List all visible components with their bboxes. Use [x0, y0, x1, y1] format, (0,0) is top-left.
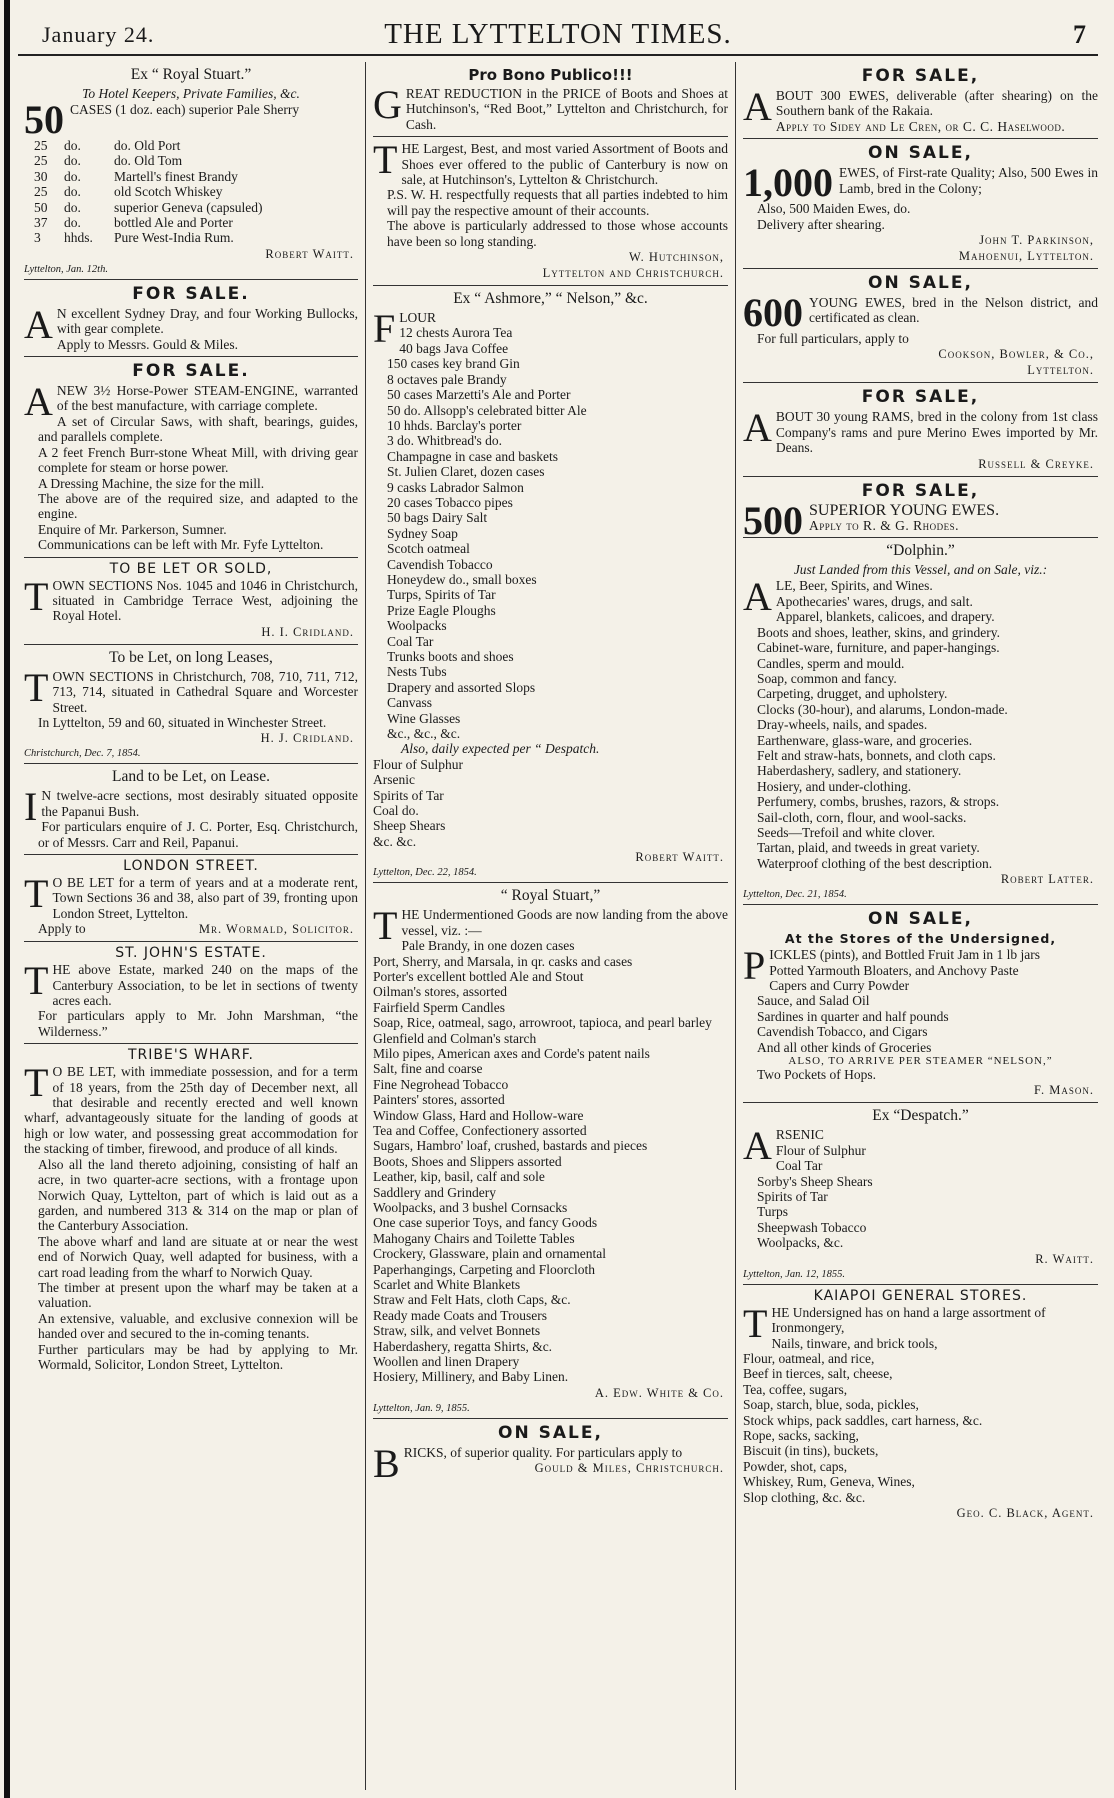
list-item: Candles, sperm and mould. [757, 655, 905, 671]
stock-list [743, 963, 1098, 1055]
drop-cap: F [373, 310, 396, 352]
unit-cell: do. [64, 199, 81, 215]
ad-line: The above is particularly addressed to those whose accounts have been so long standing. [387, 218, 728, 249]
unit-cell: do. [64, 138, 81, 153]
ad-let-or-sold [24, 558, 358, 645]
drop-cap: T [24, 871, 49, 916]
list-item: 9 casks Labrador Salmon [387, 479, 524, 495]
ad-heading: ON SALE, [868, 273, 973, 294]
ad-line: The timber at present upon the wharf may be taken at a valuation. [38, 1279, 358, 1311]
list-item: Canvass [387, 695, 432, 711]
ad-signature: Geo. C. Black, Agent. [956, 1505, 1094, 1520]
list-item: Sardines in quarter and half pounds [757, 1008, 949, 1024]
drop-cap: A [743, 84, 772, 129]
list-item: Boots and shoes, leather, skins, and grindery. [757, 624, 1001, 640]
ad-heading: ON SALE, [868, 143, 973, 164]
drop-cap: T [24, 1060, 49, 1106]
ad-long-leases [24, 645, 358, 765]
ad-body: RICKS, of superior quality. For particulars apply to [403, 1444, 683, 1460]
list-item: Sauce, and Salad Oil [757, 993, 870, 1009]
list-item: 20 cases Tobacco pipes [387, 494, 513, 510]
ad-subheading: To Hotel Keepers, Private Families, &c. [82, 86, 300, 101]
stock-list [743, 1143, 1098, 1251]
list-item: 50 cases Marzetti's Ale and Porter [387, 387, 571, 403]
list-item: Spirits of Tar [757, 1189, 828, 1205]
ad-body: OWN SECTIONS Nos. 1045 and 1046 in Christchurch, situated in Cambridge Terrace West, adjoining the Royal Hotel. [52, 577, 358, 624]
list-item: Apothecaries' wares, drugs, and salt. [775, 593, 973, 609]
list-item: Wine Glasses [387, 710, 461, 726]
ad-subheading: Just Landed from this Vessel, and on Sale, viz.: [793, 562, 1048, 578]
item-cell: Pure West-India Rum. [114, 230, 234, 246]
list-item: Painters' stores, assorted [373, 1092, 505, 1108]
unit-cell: do. [64, 184, 81, 200]
ad-sale-dray [24, 280, 358, 357]
ad-apply: Apply to Messrs. Gould & Miles. [56, 336, 239, 352]
list-item: Haberdashery, regatta Shirts, &c. [373, 1338, 553, 1354]
ad-signature-place: Mahoenui, Lyttelton. [958, 249, 1094, 264]
ad-body: CASES (1 doz. each) superior Pale Sherry [70, 102, 300, 117]
stock-list [373, 757, 728, 849]
ad-body: NEW 3½ Horse-Power STEAM-ENGINE, warranted of the best manufacture, with carriage complete. [56, 383, 358, 414]
ad-apply: Apply to R. & G. Rhodes. [809, 518, 959, 534]
ad-heading: Ex “ Ashmore,” “ Nelson,” &c. [453, 290, 648, 308]
list-item: Boots, Shoes and Slippers assorted [373, 1153, 562, 1169]
item-cell: do. Old Tom [114, 153, 183, 169]
ad-date: Christchurch, Dec. 7, 1854. [24, 748, 141, 760]
list-item: 150 cases key brand Gin [387, 356, 520, 372]
ad-line: Enquire of Mr. Parkerson, Sumner. [38, 521, 227, 537]
stock-list [373, 938, 728, 1385]
quantity-cell: 25 [34, 184, 48, 200]
drop-cap: T [743, 1300, 768, 1346]
list-item: Flour of Sulphur [775, 1142, 866, 1158]
list-item: Salt, fine and coarse [373, 1061, 483, 1077]
ad-body: HE Largest, Best, and most varied Assortment of Boots and Shoes ever offered to the public of Canterbury is now on sale, at Hutchinson's, Lyttelton & Christchurch. [401, 141, 728, 188]
list-item: Sugars, Hambro' loaf, crushed, bastards and pieces [373, 1138, 648, 1154]
list-item: Fine Negrohead Tobacco [373, 1076, 509, 1092]
table-row [24, 215, 358, 230]
quantity-cell: 30 [34, 168, 48, 184]
item-cell: do. Old Port [114, 138, 181, 153]
drop-cap: T [24, 573, 49, 619]
ad-sale-engine [24, 357, 358, 557]
list-item: Turps, Spirits of Tar [387, 587, 496, 603]
list-item: Spirits of Tar [373, 787, 444, 803]
list-item: Dray-wheels, nails, and spades. [757, 717, 928, 733]
ad-heading: FOR SALE, [861, 387, 980, 408]
list-item: Ironmongery, [771, 1320, 845, 1336]
list-item: Coal do. [373, 803, 419, 819]
list-item: &c., &c., &c. [387, 726, 461, 742]
list-item: Woollen and linen Drapery [373, 1354, 520, 1370]
list-item: Nests Tubs [387, 664, 447, 680]
list-item: Rope, sacks, sacking, [743, 1427, 859, 1443]
ad-date: Lyttelton, Jan. 12th. [24, 263, 108, 275]
column-2 [373, 62, 728, 1794]
column-3 [743, 62, 1098, 1794]
ad-ewes-300 [743, 62, 1098, 139]
list-item: St. Julien Claret, dozen cases [387, 464, 545, 480]
ad-line: A 2 feet French Burr-stone Wheat Mill, with driving gear complete for steam or horse power. [38, 444, 358, 476]
drop-cap: B [373, 1440, 400, 1486]
list-item: Cavendish Tobacco [387, 556, 493, 572]
ad-line: Delivery after shearing. [757, 216, 885, 232]
list-item: Woolpacks [387, 618, 447, 634]
list-item: Stock whips, pack saddles, cart harness, &c. [743, 1412, 983, 1428]
list-item: Pale Brandy, in one dozen cases [401, 938, 575, 954]
drop-cap: G [373, 82, 402, 127]
list-item: Hosiery, and under-clothing. [757, 778, 912, 794]
list-item: Clocks (30-hour), and alarums, London-made. [757, 701, 1008, 717]
list-item: Nails, tinware, and brick tools, [771, 1335, 938, 1351]
ad-body: YOUNG EWES, bred in the Nelson district, and certificated as clean. [809, 295, 1098, 326]
unit-cell: hhds. [64, 230, 93, 246]
arrival-notice: ALSO, TO ARRIVE PER STEAMER “NELSON,” [788, 1055, 1053, 1068]
drop-cap: T [24, 958, 49, 1004]
ad-london-street [24, 855, 358, 942]
list-item: 3 do. Whitbread's do. [387, 433, 503, 449]
ad-signature: A. Edw. White & Co. [594, 1385, 724, 1400]
drop-cap: A [24, 301, 53, 347]
ad-subheading: At the Stores of the Undersigned, [784, 931, 1057, 947]
column-rule [365, 62, 366, 1790]
table-row [24, 153, 358, 168]
quantity-cell: 25 [34, 138, 48, 153]
list-item: Tea and Coffee, Confectionery assorted [373, 1122, 587, 1138]
ad-line: Also all the land thereto adjoining, consisting of half an acre, in two quarter-acre sections, with a frontage upon Norwich Quay, Lyttelton, part of which is laid out as a garden, and numbered 313 & 314 on the map or plan of the Canterbury Association. [38, 1156, 358, 1234]
list-item: Leather, kip, basil, calf and sole [373, 1169, 545, 1185]
list-item: Potted Yarmouth Bloaters, and Anchovy Paste [769, 962, 1019, 978]
ad-date: Lyttelton, Dec. 21, 1854. [743, 889, 847, 901]
ad-heading: TO BE LET OR SOLD, [109, 560, 273, 577]
ad-heading: FOR SALE, [861, 480, 980, 501]
ad-ewes-600 [743, 269, 1098, 383]
drop-cap: A [24, 379, 53, 425]
list-item: Soap, Rice, oatmeal, sago, arrowroot, tapioca, and pearl barley [373, 1015, 712, 1031]
list-item: Tea, coffee, sugars, [743, 1381, 848, 1397]
ad-body: OWN SECTIONS in Christchurch, 708, 710, 711, 712, 713, 714, situated in Cathedral Square and Worcester Street. [52, 668, 358, 715]
list-item: Haberdashery, sadlery, and stationery. [757, 763, 962, 779]
ad-body: BOUT 300 EWES, deliverable (after shearing) on the Southern bank of the Rakaia. [775, 88, 1098, 119]
newspaper-title: THE LYTTELTON TIMES. [384, 18, 732, 50]
list-item: Sydney Soap [387, 525, 458, 541]
drop-cap: A [743, 405, 772, 451]
ad-dolphin [743, 538, 1098, 905]
page-edge [4, 0, 10, 1798]
ad-ashmore [373, 286, 728, 883]
list-item: Seeds—Trefoil and white clover. [757, 824, 935, 840]
quantity-cell: 37 [34, 215, 48, 231]
list-item: 12 chests Aurora Tea [399, 325, 513, 341]
table-row [24, 230, 358, 245]
list-item: Sheepwash Tobacco [757, 1219, 867, 1235]
list-item: Window Glass, Hard and Hollow-ware [373, 1107, 584, 1123]
list-item: Powder, shot, caps, [743, 1458, 848, 1474]
list-item: Waterproof clothing of the best description. [757, 855, 993, 871]
ad-apply: Apply to [38, 921, 86, 937]
drop-cap: T [373, 903, 398, 949]
ad-body: O BE LET for a term of years and at a moderate rent, Town Sections 36 and 38, also part of 39, fronting upon London Street, Lyttelton. [52, 875, 358, 921]
masthead [18, 14, 1098, 56]
ad-heading: “Dolphin.” [886, 542, 955, 560]
ad-tribes-wharf [24, 1044, 358, 1376]
ad-kaiapoi [743, 1285, 1098, 1525]
list-item: Cavendish Tobacco, and Cigars [757, 1024, 928, 1040]
ad-body: O BE LET, with immediate possession, and for a term of 18 years, from the 25th day of December next, all that desirable and recently erected and well known wharf, advantageously situate for the landing of goods at high or low water, and possessing great accommodation for the stacking of timber, firewood, and produce of all kinds. [24, 1064, 358, 1157]
list-item: Honeydew do., small boxes [387, 571, 537, 587]
ad-heading: Ex “Despatch.” [872, 1107, 969, 1125]
unit-cell: do. [64, 168, 81, 184]
ad-apply: Apply to Sidey and Le Cren, or C. C. Haselwood. [775, 118, 1066, 134]
ad-line: Communications can be left with Mr. Fyfe Lyttelton. [38, 537, 324, 553]
ad-royal-stuart-goods [373, 883, 728, 1419]
ad-despatch [743, 1103, 1098, 1284]
ad-pro-bono [373, 62, 728, 286]
list-item: One case superior Toys, and fancy Goods [373, 1215, 598, 1231]
quantity-cell: 50 [34, 199, 48, 215]
ad-line: A Dressing Machine, the size for the mill. [38, 475, 265, 491]
ad-date: Lyttelton, Jan. 12, 1855. [743, 1268, 846, 1280]
drop-cap: A [743, 574, 772, 620]
list-item: Sorby's Sheep Shears [757, 1173, 873, 1189]
list-item: Porter's excellent bottled Ale and Stout [373, 968, 584, 984]
first-item: LOUR [399, 310, 436, 326]
ad-signature: Robert Waitt. [265, 246, 354, 261]
list-item: Straw, silk, and velvet Bonnets [373, 1323, 541, 1339]
ad-line: In Lyttelton, 59 and 60, situated in Winchester Street. [38, 714, 327, 730]
ad-heading: Pro Bono Publico!!! [468, 66, 633, 84]
ad-signature: Gould & Miles, Christchurch. [534, 1461, 724, 1476]
ad-body: N twelve-acre sections, most desirably situated opposite the Papanui Bush. [41, 788, 358, 819]
ad-signature: Robert Waitt. [635, 850, 724, 865]
list-item: 8 octaves pale Brandy [387, 371, 507, 387]
table-row [24, 138, 358, 153]
list-item: Scarlet and White Blankets [373, 1277, 521, 1293]
ad-signature: W. Hutchinson, [628, 250, 724, 265]
ad-also: Also, daily expected per “ Despatch. [401, 741, 600, 757]
issue-date: January 24. [42, 22, 155, 47]
list-item: Ready made Coats and Trousers [373, 1307, 547, 1323]
ad-line: Two Pockets of Hops. [757, 1067, 877, 1083]
column-rule [735, 62, 736, 1790]
ad-line: For full particulars, apply to [757, 331, 909, 347]
list-item: 40 bags Java Coffee [399, 340, 509, 356]
ad-heading: LONDON STREET. [123, 858, 259, 874]
unit-cell: do. [64, 215, 81, 231]
drop-cap: I [24, 784, 38, 830]
drop-cap: T [24, 664, 49, 710]
list-item: Arsenic [373, 772, 415, 788]
first-item: RSENIC [775, 1127, 824, 1143]
list-item: Fairfield Sperm Candles [373, 999, 505, 1015]
list-item: Capers and Curry Powder [769, 978, 910, 993]
ad-heading: FOR SALE, [861, 66, 980, 86]
list-item: Milo pipes, American axes and Corde's patent nails [373, 1045, 650, 1061]
ad-line: Also, 500 Maiden Ewes, do. [757, 201, 911, 217]
ad-ewes-1000 [743, 139, 1098, 269]
list-item: Beef in tierces, salt, cheese, [743, 1366, 893, 1382]
ad-body: LE, Beer, Spirits, and Wines. [775, 578, 933, 594]
ad-signature-place: Lyttelton and Christchurch. [542, 266, 724, 281]
list-item: Scotch oatmeal [387, 541, 470, 557]
list-item: Felt and straw-hats, bonnets, and cloth caps. [757, 747, 996, 763]
list-item: Soap, common and fancy. [757, 670, 897, 686]
column-1 [24, 62, 358, 1794]
list-item: Perfumery, combs, brushes, razors, & strops. [757, 794, 1000, 810]
ad-body: REAT REDUCTION in the PRICE of Boots and Shoes at Hutchinson's, “Red Boot,” Lyttelton and Christchurch, for Cash. [405, 86, 728, 132]
table-row [24, 169, 358, 184]
list-item: Champagne in case and baskets [387, 448, 558, 464]
ad-signature: H. J. Cridland. [260, 731, 354, 746]
list-item: Sail-cloth, corn, flour, and wool-sacks. [757, 809, 967, 825]
ad-body: N excellent Sydney Dray, and four Working Bullocks, with gear complete. [56, 305, 358, 337]
ad-line: For particulars apply to Mr. John Marshman, “the Wilderness.” [38, 1008, 358, 1039]
list-item: Apparel, blankets, calicoes, and drapery. [775, 609, 995, 625]
list-item: Slop clothing, &c. &c. [743, 1489, 866, 1505]
quantity-cell: 25 [34, 153, 48, 169]
stock-list [743, 1320, 1098, 1505]
ad-land-lease [24, 764, 358, 855]
table-row [24, 200, 358, 215]
list-item: Woolpacks, &c. [757, 1235, 844, 1251]
ad-line: Further particulars may be had by applying to Mr. Wormald, Solicitor, London Street, Lyttelton. [38, 1341, 358, 1372]
list-item: Oilman's stores, assorted [373, 984, 508, 1000]
page-number: 7 [1073, 20, 1086, 49]
lead-quantity: 600 [743, 290, 803, 336]
list-item: Coal Tar [775, 1158, 823, 1174]
list-item: Paperhangings, Carpeting and Floorcloth [373, 1261, 595, 1277]
ad-line: The above are of the required size, and adapted to the engine. [38, 490, 358, 522]
ad-heading: KAIAPOI GENERAL STORES. [813, 1287, 1028, 1304]
ad-rams [743, 383, 1098, 476]
list-item: Biscuit (in tins), buckets, [743, 1443, 879, 1459]
quantity-cell: 3 [34, 230, 41, 246]
stock-list [24, 138, 358, 246]
ad-body: ICKLES (pints), and Bottled Fruit Jam in 1 lb jars [769, 947, 1040, 963]
list-item: Drapery and assorted Slops [387, 679, 536, 695]
list-item: And all other kinds of Groceries [757, 1039, 932, 1055]
ad-line: For particulars enquire of J. C. Porter, Esq. Christchurch, or of Messrs. Carr and Reil, Papanui. [38, 819, 358, 850]
ad-heading: To be Let, on long Leases, [109, 648, 273, 666]
ad-signature: F. Mason. [1034, 1083, 1094, 1098]
drop-cap: A [743, 1123, 772, 1169]
list-item: Soap, starch, blue, soda, pickles, [743, 1397, 919, 1413]
ad-body: HE Undersigned has on hand a large assortment of [771, 1304, 1046, 1320]
item-cell: old Scotch Whiskey [114, 184, 223, 200]
list-item: Prize Eagle Ploughs [387, 602, 496, 618]
ad-royal-stuart [24, 62, 358, 280]
ad-signature-place: Lyttelton. [1027, 363, 1094, 378]
ad-line: An extensive, valuable, and exclusive connexion will be handed over and secured to the in-coming tenants. [38, 1310, 358, 1342]
ad-signature: Robert Latter. [1000, 872, 1094, 887]
ad-signature: Russell & Creyke. [978, 456, 1094, 471]
list-item: Sheep Shears [373, 818, 446, 834]
ad-heading: “ Royal Stuart,” [500, 887, 601, 905]
ad-body: EWES, of First-rate Quality; Also, 500 Ewes in Lamb, bred in the Colony; [839, 165, 1098, 196]
ad-body: HE Undermentioned Goods are now landing from the above vessel, viz. :— [401, 907, 728, 938]
ad-line: P.S. W. H. respectfully requests that all parties indebted to him will pay the respective amount of their accounts. [387, 187, 728, 218]
list-item: Tartan, plaid, and tweeds in great variety. [757, 840, 980, 856]
ad-date: Lyttelton, Dec. 22, 1854. [373, 867, 477, 879]
ad-heading: ST. JOHN'S ESTATE. [115, 945, 267, 962]
ad-heading: Land to be Let, on Lease. [112, 768, 270, 786]
ad-body: SUPERIOR YOUNG EWES. [809, 501, 1000, 519]
ad-body: HE above Estate, marked 240 on the maps of the Canterbury Association, to be let in sections of twenty acres each. [52, 962, 358, 1009]
ad-bricks [373, 1419, 728, 1486]
ad-heading: Ex “ Royal Stuart.” [130, 66, 252, 83]
lead-quantity: 50 [24, 102, 64, 138]
ad-heading: FOR SALE. [132, 361, 250, 382]
list-item: Crockery, Glassware, plain and ornamental [373, 1246, 607, 1262]
ad-heading: ON SALE, [868, 909, 973, 930]
ad-heading: TRIBE'S WHARF. [128, 1047, 254, 1064]
ad-pickles [743, 905, 1098, 1103]
drop-cap: P [743, 943, 766, 989]
table-row [24, 184, 358, 199]
list-item: Port, Sherry, and Marsala, in qr. casks and cases [373, 953, 633, 969]
list-item: &c. &c. [373, 833, 417, 849]
list-item: 50 do. Allsopp's celebrated bitter Ale [387, 402, 587, 418]
ad-signature: Mr. Wormald, Solicitor. [198, 922, 354, 937]
list-item: Glenfield and Colman's starch [373, 1030, 537, 1046]
ad-ewes-500 [743, 477, 1098, 543]
ad-heading: ON SALE, [498, 1422, 603, 1443]
ad-body: BOUT 30 young RAMS, bred in the colony from 1st class Company's rams and pure Merino Ewes imported by Mr. Deans. [775, 409, 1098, 456]
ad-heading: FOR SALE. [132, 283, 250, 304]
item-cell: Martell's finest Brandy [114, 168, 238, 184]
list-item: Saddlery and Grindery [373, 1184, 496, 1200]
list-item: Coal Tar [387, 633, 434, 649]
unit-cell: do. [64, 153, 81, 169]
list-item: 50 bags Dairy Salt [387, 510, 488, 526]
stock-list [373, 325, 728, 741]
lead-quantity: 1,000 [743, 160, 833, 206]
ad-signature: Cookson, Bowler, & Co., [938, 347, 1094, 362]
list-item: Flour of Sulphur [373, 756, 464, 772]
ad-signature: H. I. Cridland. [261, 624, 354, 639]
list-item: Cabinet-ware, furniture, and paper-hangings. [757, 640, 1000, 656]
list-item: Flour, oatmeal, and rice, [743, 1350, 875, 1366]
list-item: Hosiery, Millinery, and Baby Linen. [373, 1369, 569, 1385]
ad-date: Lyttelton, Jan. 9, 1855. [373, 1402, 470, 1414]
ad-line: The above wharf and land are situate at or near the west end of Norwich Quay, well adapted for business, with a cart road leading from the wharf to Norwich Quay. [38, 1233, 358, 1280]
list-item: Straw and Felt Hats, cloth Caps, &c. [373, 1292, 571, 1308]
ad-signature: R. Waitt. [1035, 1251, 1094, 1266]
item-cell: bottled Ale and Porter [114, 215, 233, 231]
list-item: Trunks boots and shoes [387, 649, 514, 664]
list-item: Mahogany Chairs and Toilette Tables [373, 1230, 575, 1246]
drop-cap: T [373, 137, 398, 183]
item-cell: superior Geneva (capsuled) [114, 199, 263, 215]
ad-line: A set of Circular Saws, with shaft, bearings, guides, and parallels complete. [38, 413, 358, 445]
list-item: Woolpacks, and 3 bushel Cornsacks [373, 1200, 568, 1215]
list-item: Whiskey, Rum, Geneva, Wines, [743, 1474, 915, 1490]
ad-signature: John T. Parkinson, [979, 233, 1094, 248]
list-item: Earthenware, glass-ware, and groceries. [757, 732, 973, 748]
list-item: Carpeting, drugget, and upholstery. [757, 686, 948, 702]
list-item: Turps [757, 1204, 789, 1220]
ad-st-johns [24, 942, 358, 1044]
stock-list [743, 594, 1098, 871]
list-item: 10 hhds. Barclay's porter [387, 417, 522, 433]
lead-quantity: 500 [743, 497, 803, 543]
